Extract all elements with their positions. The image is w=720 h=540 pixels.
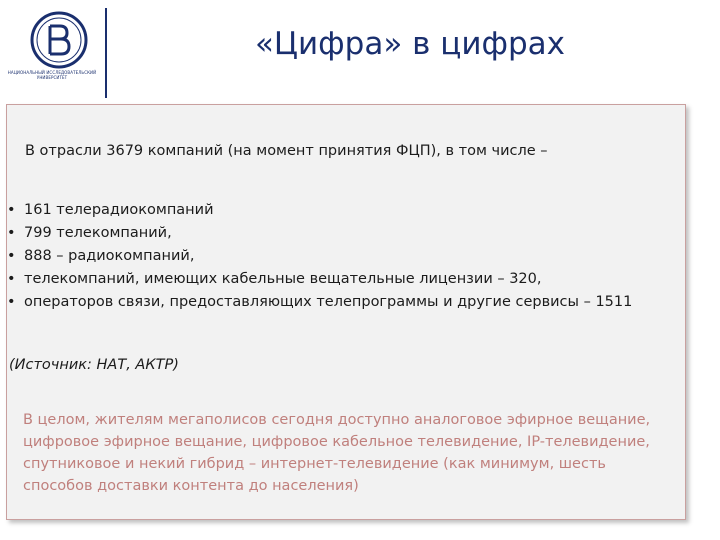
- bullet-icon: •: [7, 248, 16, 264]
- list-item: [7, 268, 667, 290]
- list-item-text: 799 телекомпаний,: [24, 225, 172, 241]
- content-panel: [6, 104, 686, 520]
- logo-caption: НАЦИОНАЛЬНЫЙ ИССЛЕДОВАТЕЛЬСКИЙ УНИВЕРСИТЕТ: [7, 70, 97, 80]
- source-note: (Источник: НАТ, АКТР): [9, 357, 179, 373]
- header-divider: [105, 8, 107, 98]
- list-item-text: 161 телерадиокомпаний: [24, 202, 214, 218]
- bullet-list: [7, 199, 667, 314]
- bullet-icon: •: [7, 202, 16, 218]
- bullet-icon: •: [7, 271, 16, 287]
- list-item-text: телекомпаний, имеющих кабельные вещательные лицензии – 320,: [24, 271, 542, 287]
- intro-text: В отрасли 3679 компаний (на момент принятия ФЦП), в том числе –: [25, 143, 548, 159]
- hse-crest-icon: [14, 8, 104, 94]
- slide-header: [0, 0, 720, 100]
- list-item: [7, 245, 667, 267]
- conclusion-text: В целом, жителям мегаполисов сегодня доступно аналоговое эфирное вещание, цифровое эфирное вещание, цифровое кабельное телевидение, IP-телевидение, спутниковое и некий гибрид – интернет-телевидение (как минимум, шесть способов доставки контента до населения): [23, 412, 651, 494]
- page-title: «Цифра» в цифрах: [254, 26, 566, 62]
- list-item-text: операторов связи, предоставляющих телепрограммы и другие сервисы – 1511: [24, 294, 633, 310]
- list-item-text: 888 – радиокомпаний,: [24, 248, 195, 264]
- list-item: [7, 222, 667, 244]
- bullet-icon: •: [7, 225, 16, 241]
- list-item: [7, 199, 667, 221]
- list-item: [7, 291, 667, 313]
- bullet-icon: •: [7, 294, 16, 310]
